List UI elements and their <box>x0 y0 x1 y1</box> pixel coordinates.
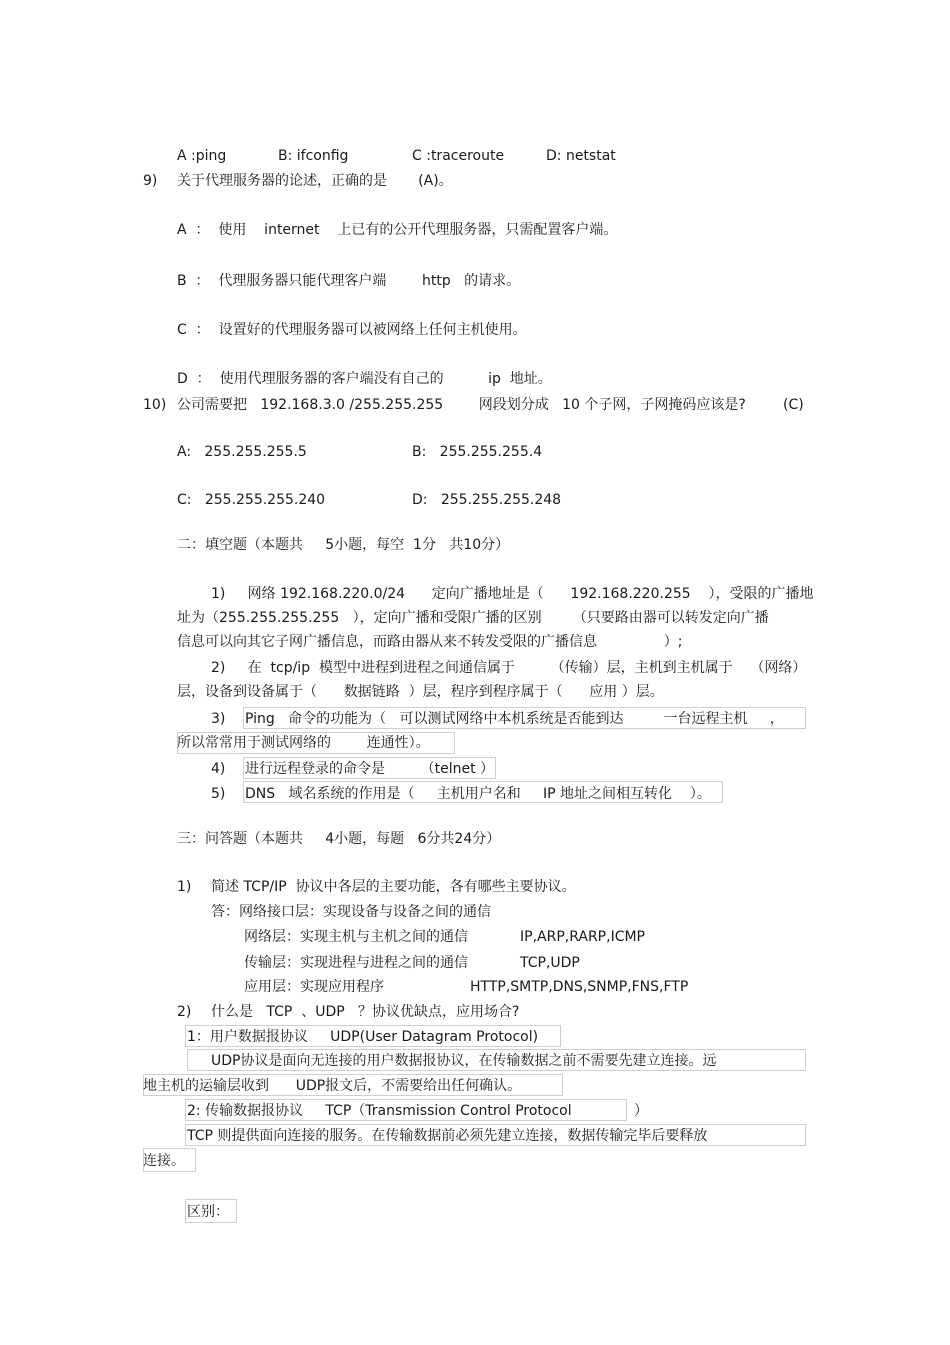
q9-option-b: B ： 代理服务器只能代理客户端 http 的请求。 <box>177 273 521 289</box>
q8-option-d: D: netstat <box>546 148 616 164</box>
qa-1-question: 简述 TCP/IP 协议中各层的主要功能，各有哪些主要协议。 <box>211 879 576 895</box>
qa-1-answer-network-protocols: IP,ARP,RARP,ICMP <box>520 929 646 945</box>
fill-3-line2: 所以常常用于测试网络的 连通性）。 <box>177 735 430 751</box>
section3-title: 三：问答题（本题共 4小题，每题 6分共24分） <box>177 831 501 847</box>
fill-4-number: 4) <box>211 761 226 777</box>
qa-1-answer-network: 网络层：实现主机与主机之间的通信 <box>244 929 468 945</box>
q9-stem: 关于代理服务器的论述，正确的是 (A)。 <box>177 173 453 189</box>
qa-1-answer-application: 应用层：实现应用程序 <box>244 979 384 995</box>
udp-title: 1：用户数据报协议 UDP(User Datagram Protocol) <box>187 1029 539 1045</box>
q10-answer: (C) <box>783 397 804 413</box>
fill-1-line1: 1) 网络 192.168.220.0/24 定向广播地址是（ 192.168.220.255 ），受限的广播地 <box>211 586 814 602</box>
q9-option-a: A ： 使用 internet 上已有的公开代理服务器，只需配置客户端。 <box>177 222 618 238</box>
q10-option-d: D: 255.255.255.248 <box>412 492 562 508</box>
fill-3-line1: Ping 命令的功能为（ 可以测试网络中本机系统是否能到达 一台远程主机 ， <box>245 711 784 727</box>
difference-label: 区别： <box>187 1204 229 1220</box>
qa-1-answer-line1: 答：网络接口层：实现设备与设备之间的通信 <box>211 904 491 920</box>
fill-2-line2: 层，设备到设备属于（ 数据链路 ）层，程序到程序属于（ 应用 ）层。 <box>177 684 664 700</box>
q9-option-c: C ： 设置好的代理服务器可以被网络上任何主机使用。 <box>177 322 527 338</box>
qa-1-answer-transport: 传输层：实现进程与进程之间的通信 <box>244 955 468 971</box>
tcp-line1: TCP 则提供面向连接的服务。在传输数据前必须先建立连接，数据传输完毕后要释放 <box>187 1128 708 1144</box>
section2-title: 二：填空题（本题共 5小题，每空 1分 共10分） <box>177 537 510 553</box>
fill-4-line1: 进行远程登录的命令是 （telnet ） <box>245 761 495 777</box>
q10-number: 10) <box>143 397 167 413</box>
fill-2-line1: 2) 在 tcp/ip 模型中进程到进程之间通信属于 （传输）层，主机到主机属于 （网络） <box>211 660 807 676</box>
udp-line1: UDP协议是面向无连接的用户数据报协议，在传输数据之前不需要先建立连接。远 <box>211 1053 717 1069</box>
qa-1-answer-application-protocols: HTTP,SMTP,DNS,SNMP,FNS,FTP <box>470 979 689 995</box>
fill-3-number: 3) <box>211 711 226 727</box>
q10-option-b: B: 255.255.255.4 <box>412 444 543 460</box>
qa-2-number: 2) <box>177 1004 192 1020</box>
q8-option-c: C :traceroute <box>412 148 505 164</box>
qa-1-number: 1) <box>177 879 192 895</box>
fill-5-number: 5) <box>211 786 226 802</box>
qa-2-question: 什么是 TCP 、UDP ？协议优缺点，应用场合? <box>211 1004 520 1020</box>
tcp-title: 2: 传输数据报协议 TCP（Transmission Control Protocol ） <box>187 1103 648 1119</box>
q10-option-c: C: 255.255.255.240 <box>177 492 326 508</box>
q8-option-a: A :ping <box>177 148 227 164</box>
tcp-line2: 连接。 <box>143 1153 185 1169</box>
fill-5-line1: DNS 域名系统的作用是（ 主机用户名和 IP 地址之间相互转化 ）。 <box>245 786 711 802</box>
q9-option-d: D ： 使用代理服务器的客户端没有自己的 ip 地址。 <box>177 371 552 387</box>
qa-1-answer-transport-protocols: TCP,UDP <box>520 955 580 971</box>
udp-line2: 地主机的运输层收到 UDP报文后，不需要给出任何确认。 <box>143 1078 522 1094</box>
fill-1-line3: 信息可以向其它子网广播信息，而路由器从来不转发受限的广播信息 ）; <box>177 634 683 650</box>
q8-option-b: B: ifconfig <box>278 148 349 164</box>
q9-number: 9) <box>143 173 158 189</box>
q10-option-a: A: 255.255.255.5 <box>177 444 307 460</box>
fill-1-line2: 址为（255.255.255.255 ），定向广播和受限广播的区别 （只要路由器可以转发定向广播 <box>177 610 769 626</box>
q10-stem: 公司需要把 192.168.3.0 /255.255.255 网段划分成 10 个子网，子网掩码应该是? <box>177 397 746 413</box>
